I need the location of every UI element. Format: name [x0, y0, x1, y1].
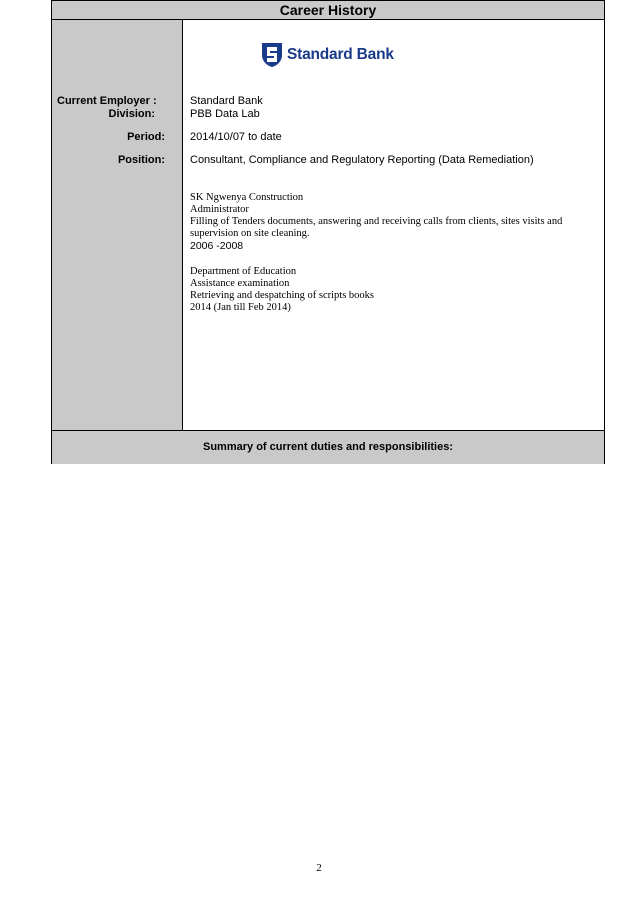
details-column	[183, 20, 604, 430]
standard-bank-shield-logo	[261, 42, 283, 68]
job-duties-line2: supervision on site cleaning.	[190, 228, 310, 239]
career-history-table	[51, 0, 605, 464]
period-value: 2014/10/07 to date	[190, 131, 282, 143]
position-value: Consultant, Compliance and Regulatory Reporting (Data Remediation)	[190, 154, 534, 166]
standard-bank-logo	[261, 42, 394, 68]
division-value: PBB Data Lab	[190, 108, 260, 120]
employer-value: Standard Bank	[190, 95, 263, 107]
section-title: Career History	[52, 1, 604, 20]
position-label: Position:	[117, 154, 165, 166]
employer-label: Current Employer :	[57, 95, 157, 107]
job-period: 2014 (Jan till Feb 2014)	[190, 302, 291, 313]
period-label: Period:	[127, 131, 165, 143]
job-period: 2006 -2008	[190, 240, 244, 252]
division-label: Division:	[108, 108, 155, 120]
job-company: Department of Education	[190, 266, 297, 277]
job-company: SK Ngwenya Construction	[190, 192, 304, 203]
job-duties-line1: Filling of Tenders documents, answering and receiving calls from clients, sites visits and	[190, 216, 563, 227]
labels-column	[52, 20, 183, 430]
job-duties-line1: Retrieving and despatching of scripts books	[190, 290, 375, 301]
logo-brand-text: Standard Bank	[287, 46, 394, 63]
summary-heading: Summary of current duties and responsibilities:	[52, 430, 604, 464]
job-role: Assistance examination	[190, 278, 290, 289]
job-role: Administrator	[190, 204, 249, 215]
page-number: 2	[316, 862, 322, 874]
